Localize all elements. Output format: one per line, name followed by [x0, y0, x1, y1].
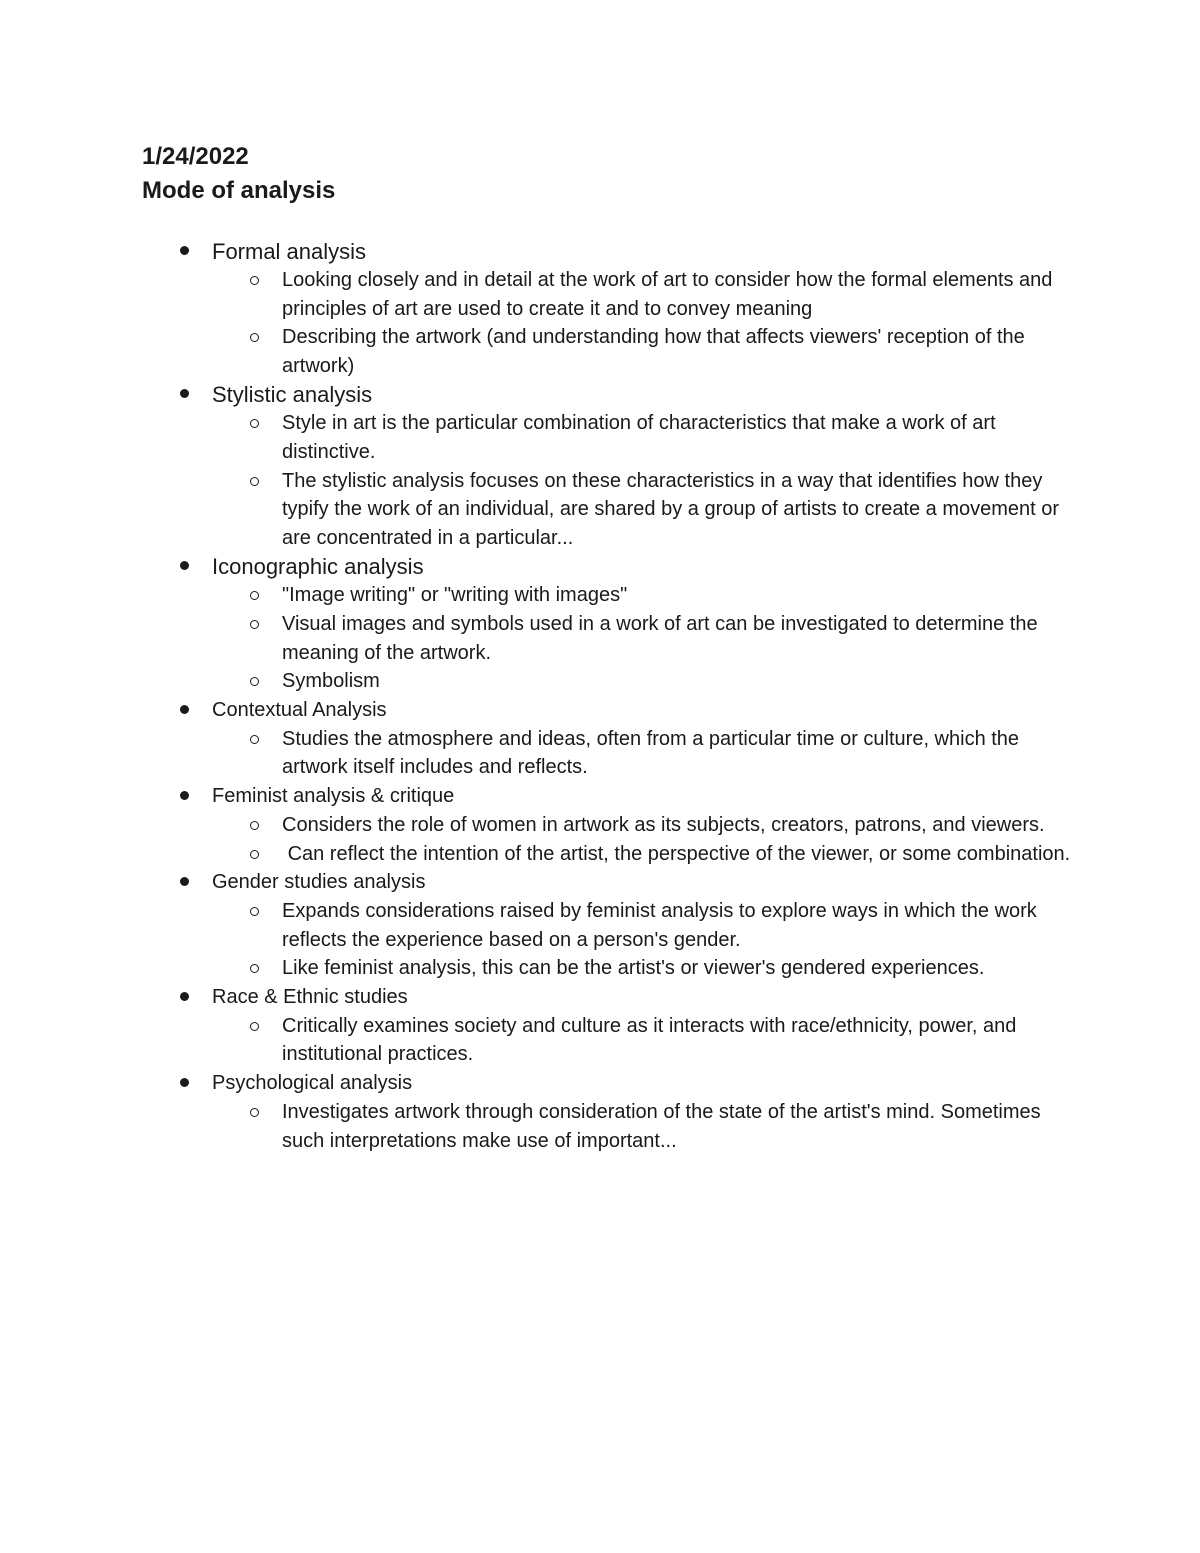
sub-item-list — [212, 266, 1082, 380]
hollow-bullet-icon — [250, 620, 259, 629]
sub-item — [212, 409, 1082, 466]
hollow-bullet-icon — [250, 677, 259, 686]
sub-item-text: Like feminist analysis, this can be the artist's or viewer's gendered experiences. — [282, 957, 985, 980]
section-gender-studies-analysis — [142, 868, 1082, 983]
section-contextual-analysis — [142, 696, 1082, 782]
sub-item-text: Studies the atmosphere and ideas, often from a particular time or culture, which the artwork itself includes and reflects. — [282, 727, 1020, 779]
sub-item-list — [212, 897, 1082, 983]
hollow-bullet-icon — [250, 821, 259, 830]
sub-item — [212, 1098, 1082, 1155]
hollow-bullet-icon — [250, 735, 259, 744]
document-page — [142, 140, 1082, 1155]
hollow-bullet-icon — [250, 1022, 259, 1031]
sub-item-text: Can reflect the intention of the artist, the perspective of the viewer, or some combination. — [282, 842, 1071, 865]
hollow-bullet-icon — [250, 850, 259, 859]
sub-item-list — [212, 811, 1082, 868]
filled-bullet-icon — [180, 705, 189, 714]
section-heading: Gender studies analysis — [212, 871, 426, 894]
filled-bullet-icon — [180, 246, 189, 255]
sub-item-text: Investigates artwork through consideration of the state of the artist's mind. Sometimes such interpretations make use of important... — [282, 1101, 1041, 1152]
section-heading: Iconographic analysis — [212, 554, 424, 580]
filled-bullet-icon — [180, 877, 189, 886]
sub-item-text: Critically examines society and culture as it interacts with race/ethnicity, power, and institutional practices. — [282, 1014, 1017, 1066]
sub-item-list — [212, 1098, 1082, 1155]
sub-item-text: "Image writing" or "writing with images" — [282, 584, 628, 607]
hollow-bullet-icon — [250, 276, 259, 285]
document-date: 1/24/2022 — [142, 143, 249, 170]
filled-bullet-icon — [180, 1078, 189, 1087]
section-race-ethnic-studies — [142, 983, 1082, 1069]
hollow-bullet-icon — [250, 591, 259, 600]
sub-item-text: Looking closely and in detail at the work of art to consider how the formal elements and principles of art are used to create it and to convey meaning — [282, 269, 1053, 320]
section-psychological-analysis — [142, 1069, 1082, 1155]
filled-bullet-icon — [180, 992, 189, 1001]
hollow-bullet-icon — [250, 907, 259, 916]
sub-item — [212, 667, 1082, 696]
sub-item-text: Describing the artwork (and understanding how that affects viewers' reception of the artwork) — [282, 326, 1025, 377]
section-formal-analysis — [142, 237, 1082, 380]
filled-bullet-icon — [180, 389, 189, 398]
section-heading: Feminist analysis & critique — [212, 784, 455, 807]
section-heading: Race & Ethnic studies — [212, 985, 408, 1008]
section-stylistic-analysis — [142, 380, 1082, 552]
hollow-bullet-icon — [250, 333, 259, 342]
section-list — [142, 237, 1082, 1155]
sub-item — [212, 897, 1082, 954]
section-feminist-analysis — [142, 782, 1082, 868]
hollow-bullet-icon — [250, 419, 259, 428]
hollow-bullet-icon — [250, 964, 259, 973]
section-heading: Stylistic analysis — [212, 382, 373, 408]
sub-item — [212, 323, 1082, 380]
sub-item — [212, 811, 1082, 840]
filled-bullet-icon — [180, 791, 189, 800]
sub-item — [212, 725, 1082, 782]
sub-item-text: Considers the role of women in artwork as its subjects, creators, patrons, and viewers. — [282, 813, 1045, 836]
sub-item — [212, 954, 1082, 983]
hollow-bullet-icon — [250, 1108, 259, 1117]
hollow-bullet-icon — [250, 477, 259, 486]
section-heading: Formal analysis — [212, 239, 367, 264]
sub-item-text: Style in art is the particular combination of characteristics that make a work of art distinctive. — [282, 412, 996, 463]
section-heading: Psychological analysis — [212, 1072, 413, 1095]
sub-item-list — [212, 409, 1082, 552]
section-iconographic-analysis — [142, 552, 1082, 695]
sub-item-list — [212, 725, 1082, 782]
document-title: Mode of analysis — [142, 177, 336, 204]
sub-item — [212, 581, 1082, 610]
sub-item-list — [212, 1012, 1082, 1069]
sub-item-text: Visual images and symbols used in a work of art can be investigated to determine the meaning of the artwork. — [282, 612, 1038, 664]
sub-item-text: Symbolism — [282, 670, 380, 693]
filled-bullet-icon — [180, 561, 189, 570]
section-heading: Contextual Analysis — [212, 698, 387, 721]
sub-item-text: The stylistic analysis focuses on these characteristics in a way that identifies how they typify the work of an individual, are shared by a group of artists to create a movement or are concentrated in a particular... — [282, 469, 1060, 549]
sub-item-text: Expands considerations raised by feminist analysis to explore ways in which the work reflects the experience based on a person's gender. — [282, 900, 1037, 951]
sub-item — [212, 467, 1082, 553]
sub-item — [212, 266, 1082, 323]
sub-item — [212, 840, 1082, 869]
sub-item-list — [212, 581, 1082, 695]
sub-item — [212, 1012, 1082, 1069]
sub-item — [212, 610, 1082, 667]
